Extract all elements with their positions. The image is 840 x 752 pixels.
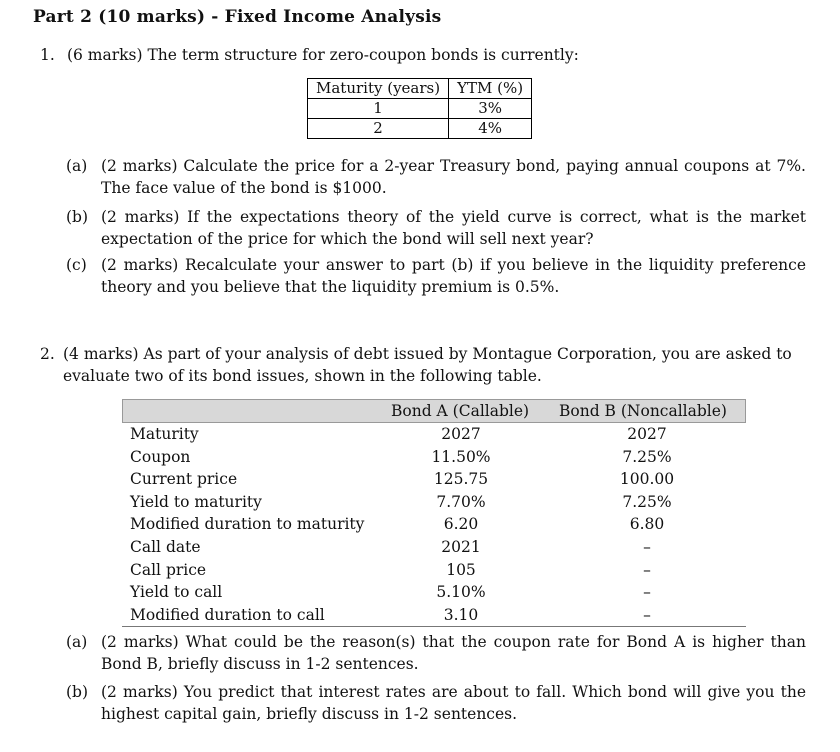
table-cell: 7.25% <box>622 492 672 511</box>
table-cell: – <box>643 560 651 579</box>
row-label: Maturity <box>130 425 199 443</box>
table-header-row <box>308 79 532 99</box>
part-text: (2 marks) If the expectations theory of the yield curve is correct, what is the market expectation of the price for which the bond will sell next year? <box>101 208 806 248</box>
table-cell: – <box>643 583 651 602</box>
part-text: (2 marks) Recalculate your answer to part (b) if you believe in the liquidity preference theory and you believe that the liquidity premium is 0.5%. <box>101 256 806 296</box>
part-label: (c) <box>66 256 87 274</box>
table-cell: 3.10 <box>443 605 479 624</box>
table-cell: – <box>643 605 651 624</box>
table-header-row <box>122 399 746 423</box>
row-label: Coupon <box>130 447 191 466</box>
table-cell: 4% <box>449 119 532 139</box>
row-label: Call price <box>130 560 207 579</box>
question-1 <box>40 44 810 66</box>
table-row <box>122 423 746 446</box>
table-cell: 11.50% <box>431 447 491 466</box>
table-row <box>122 604 746 627</box>
question-2b <box>66 681 806 725</box>
table-row <box>308 99 532 119</box>
part-label: (a) <box>66 633 88 651</box>
table-row <box>122 513 746 536</box>
row-label: Modified duration to call <box>130 605 325 624</box>
table-cell: 6.80 <box>629 515 665 534</box>
zero-coupon-table <box>307 78 532 139</box>
table-cell: 100.00 <box>619 470 675 489</box>
part-label: (a) <box>66 157 88 175</box>
column-header: Maturity (years) <box>308 79 449 99</box>
table-cell: 2 <box>308 119 449 139</box>
table-bottom-rule <box>122 626 746 627</box>
part-title: Part 2 (10 marks) - Fixed Income Analysis <box>33 7 442 27</box>
table-cell: 125.75 <box>433 470 489 489</box>
table-cell: 1 <box>308 99 449 119</box>
part-text: (2 marks) Calculate the price for a 2-year Treasury bond, paying annual coupons at 7%. The face value of the bond is $1000. <box>101 157 806 197</box>
table-cell: 2021 <box>441 537 481 556</box>
table-row <box>122 491 746 514</box>
column-header: Bond B (Noncallable) <box>559 402 727 420</box>
row-label: Current price <box>130 470 238 489</box>
question-2a <box>66 631 806 675</box>
table-cell: 5.10% <box>436 583 486 602</box>
question-number: 2. <box>40 345 55 363</box>
question-2 <box>40 343 833 387</box>
table-row <box>308 119 532 139</box>
table-cell: 7.25% <box>622 447 672 466</box>
table-cell: 2027 <box>627 425 667 443</box>
table-cell: 6.20 <box>443 515 479 534</box>
row-label: Call date <box>130 537 201 556</box>
bond-table <box>122 399 746 627</box>
table-cell: 3% <box>449 99 532 119</box>
part-text: (2 marks) You predict that interest rates are about to fall. Which bond will give you the highest capital gain, briefly discuss in 1-2 sentences. <box>101 683 806 723</box>
table-cell: 7.70% <box>436 492 486 511</box>
row-label: Modified duration to maturity <box>130 515 365 534</box>
question-text: (4 marks) As part of your analysis of debt issued by Montague Corporation, you are asked to evaluate two of its bond issues, shown in the following table. <box>63 345 792 385</box>
table-row <box>122 536 746 559</box>
row-label: Yield to call <box>130 583 223 602</box>
table-row <box>122 468 746 491</box>
table-row <box>122 581 746 604</box>
question-1a <box>66 155 806 199</box>
table-row <box>122 446 746 469</box>
table-cell: 2027 <box>441 425 481 443</box>
question-1c <box>66 254 806 298</box>
table-cell: – <box>643 537 651 556</box>
table-cell: 105 <box>446 560 476 579</box>
part-label: (b) <box>66 683 89 701</box>
table-row <box>122 559 746 582</box>
row-label: Yield to maturity <box>130 492 262 511</box>
question-1b <box>66 206 806 250</box>
column-header: Bond A (Callable) <box>391 402 530 420</box>
column-header: YTM (%) <box>449 79 532 99</box>
part-label: (b) <box>66 208 89 226</box>
question-number: 1. <box>40 46 55 64</box>
table-body <box>122 423 746 626</box>
part-text: (2 marks) What could be the reason(s) that the coupon rate for Bond A is higher than Bond B, briefly discuss in 1-2 sentences. <box>101 633 806 673</box>
question-text: (6 marks) The term structure for zero-coupon bonds is currently: <box>66 46 579 64</box>
